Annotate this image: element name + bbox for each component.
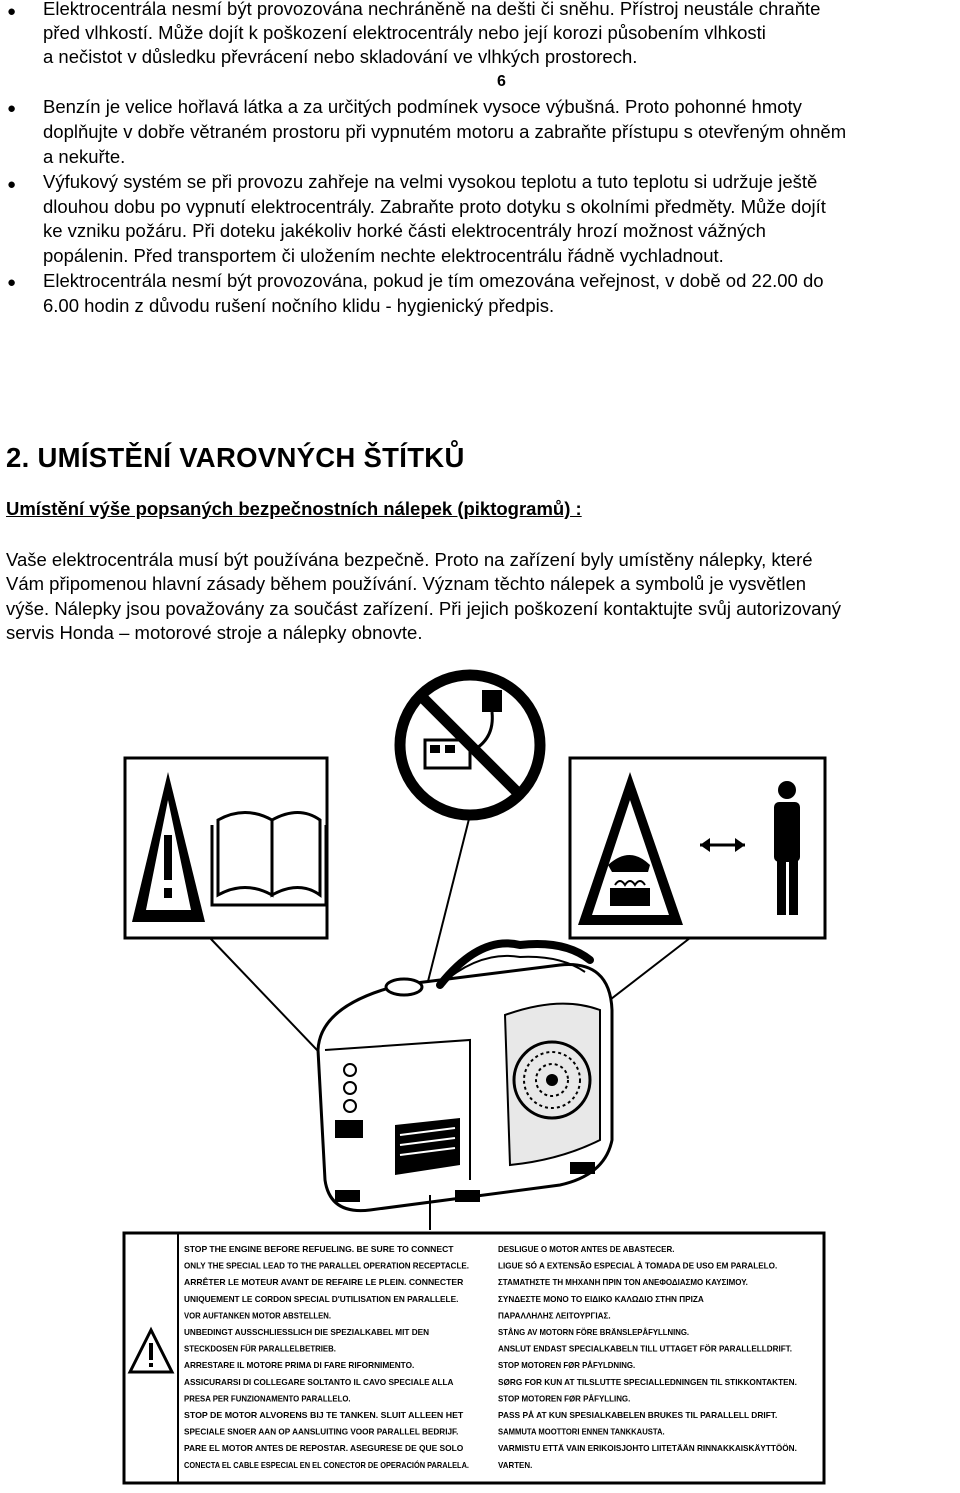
hot-surface-sticker [570, 758, 825, 938]
label-right-line: ΣΤΑΜΑΤΗΣΤΕ ΤΗ ΜΗΧΑΝΗ ΠΡΙΝ ΤΟΝ ΑΝΕΦΟΔΙΑΣΜΟ ΚΑΥΣΙΜΟΥ. [498, 1278, 748, 1288]
label-right-line: STÅNG AV MOTORN FÖRE BRÄNSLEPÅFYLLNING. [498, 1328, 700, 1337]
label-warning-triangle-icon [130, 1330, 172, 1372]
label-left-line: ARRÊTER LE MOTEUR AVANT DE REFAIRE LE PLEIN. CONNECTER [184, 1278, 450, 1288]
manual-book-icon [212, 813, 326, 906]
bullet-3-line-1: Výfukový systém se při provozu zahřeje na velmi vysokou teplotu a tuto teplotu si udržuje ještě [43, 171, 818, 192]
label-right-line: SØRG FOR KUN AT TILSLUTTE SPECIALLEDNINGEN TIL STIKKONTAKTEN. [498, 1377, 797, 1387]
label-right-line: PASS PÅ AT KUN SPESIALKABELEN BRUKES TIL PARALLELL DRIFT. [498, 1411, 772, 1420]
paragraph-line-4: servis Honda – motorové stroje a nálepky obnovte. [6, 622, 423, 643]
bullet-4-line-2: 6.00 hodin z důvodu rušení nočního klidu - hygienický předpis. [43, 295, 555, 316]
page-number: 6 [497, 73, 506, 90]
bullet-2-line-1: Benzín je velice hořlavá látka a za určitých podmínek vysoce výbušná. Proto pohonné hmoty [43, 96, 802, 117]
generator-body [318, 943, 612, 1210]
warning-triangle-icon [132, 772, 205, 922]
label-left-line: UNBEDINGT AUSSCHLIESSLICH DIE SPEZIALKABEL MIT DEN [184, 1328, 430, 1337]
label-right-line: ANSLUT ENDAST SPECIALKABELN TILL UTTAGET FÖR PARALLELLDRIFT. [498, 1344, 795, 1354]
label-left-line: PRESA PER FUNZIONAMENTO PARALLELO. [184, 1394, 351, 1404]
paragraph-line-1: Vaše elektrocentrála musí být používána bezpečně. Proto na zařízení byly umístěny nálepky, které [6, 549, 813, 570]
label-right-line: ΠΑΡΑΛΛΗΛΗΣ ΛΕΙΤΟΥΡΓΙΑΣ. [498, 1311, 611, 1321]
label-right-line: ΣΥΝΔΕΣΤΕ ΜΟΝΟ ΤΟ ΕΙΔΙΚΟ ΚΑΛΩΔΙΟ ΣΤΗΝ ΠΡΙΖΑ [498, 1294, 704, 1304]
label-left-line: PARE EL MOTOR ANTES DE REPOSTAR. ASEGURESE DE QUE SOLO [184, 1444, 464, 1454]
subheading: Umístění výše popsaných bezpečnostních nálepek (piktogramů) : [6, 498, 582, 519]
label-left-line: STOP THE ENGINE BEFORE REFUELING. BE SURE TO CONNECT [184, 1245, 454, 1254]
bullet-dot: ● [7, 3, 17, 20]
generator-plug-icon [425, 690, 502, 768]
bullet-3-line-3: ke vzniku požáru. Při doteku jakékoliv horké části elektrocentrály hrozí možnost vážných [43, 220, 766, 241]
warning-manual-sticker [125, 758, 327, 938]
label-left-line: UNIQUEMENT LE CORDON SPECIAL D'UTILISATION EN PARALLELE. [184, 1294, 459, 1304]
label-right-line: STOP MOTOREN FØR PÅFYLLING. [498, 1394, 635, 1404]
label-text-right [498, 1245, 797, 1470]
bullet-1-line-3: a nečistot v důsledku převrácení nebo skladování ve vlhkých prostorech. [43, 46, 638, 67]
bullet-1-line-2: před vlhkostí. Může dojít k poškození elektrocentrály nebo její korozi působením vlhkosti [43, 22, 766, 43]
label-left-line: ASSICURARSI DI COLLEGARE SOLTANTO IL CAVO SPECIALE ALLA [184, 1377, 454, 1387]
paragraph-line-2: Vám připomenou hlavní zásady během používání. Význam těchto nálepek a symbolů je vysvětlen [6, 573, 807, 594]
label-right-line: SAMMUTA MOOTTORI ENNEN TANKKAUSTA. [498, 1427, 665, 1437]
bullet-1-line-1: Elektrocentrála nesmí být provozována nechráněně na dešti či sněhu. Přístroj neustále chraňte [43, 0, 821, 19]
label-left-line: VOR AUFTANKEN MOTOR ABSTELLEN. [184, 1311, 331, 1321]
label-left-line: SPECIALE SNOER AAN OP AANSLUITING VOOR PARALLEL BEDRIJF. [184, 1427, 459, 1437]
bullet-4-line-1: Elektrocentrála nesmí být provozována, pokud je tím omezována veřejnost, v době od 22.00 do [43, 270, 824, 291]
label-right-line: VARTEN. [498, 1460, 533, 1470]
bullet-dot: ● [7, 274, 17, 291]
bullet-2-line-2: doplňujte v dobře větraném prostoru při vypnutém motoru a zabraňte přístupu s otevřeným ohněm [43, 121, 847, 142]
no-connect-sticker [400, 675, 540, 815]
section-heading: 2. UMÍSTĚNÍ VAROVNÝCH ŠTÍTKŮ [6, 442, 465, 473]
keep-distance-arrow-icon [700, 838, 745, 852]
hot-warning-icon [578, 772, 683, 925]
bullet-3-line-4: popálenin. Před transportem či uložením nechte elektrocentrálu řádně vychladnout. [43, 245, 724, 266]
bullet-dot: ● [7, 176, 17, 193]
label-left-line: STECKDOSEN FÜR PARALLELBETRIEB. [184, 1344, 344, 1354]
label-right-line: VARMISTU ETTÄ VAIN ERIKOISJOHTO LIITETÄÄN RINNAKKAISKÄYTTÖÖN. [498, 1444, 796, 1454]
bullet-dot: ● [7, 100, 17, 117]
person-icon [774, 781, 800, 915]
label-left-line: ARRESTARE IL MOTORE PRIMA DI FARE RIFORNIMENTO. [184, 1361, 415, 1371]
label-right-line: LIGUE SÓ A EXTENSÃO ESPECIAL À TOMADA DE USO EM PARALELO. [498, 1261, 779, 1271]
label-text-left [184, 1245, 499, 1470]
bullet-2-line-3: a nekuřte. [43, 146, 126, 167]
label-left-line: CONECTA EL CABLE ESPECIAL EN EL CONECTOR DE OPERACIÓN PARALELA. [184, 1460, 499, 1470]
label-left-line: ONLY THE SPECIAL LEAD TO THE PARALLEL OPERATION RECEPTACLE. [184, 1261, 469, 1271]
paragraph-line-3: výše. Nálepky jsou považovány za součást zařízení. Při jejich poškození kontaktujte svůj autorizovaný [6, 598, 841, 619]
label-right-line: DESLIGUE O MOTOR ANTES DE ABASTECER. [498, 1245, 675, 1254]
bullet-3-line-2: dlouhou dobu po vypnutí elektrocentrály. Zabraňte proto dotyku s okolními předměty. Může dojít [43, 196, 826, 217]
label-left-line: STOP DE MOTOR ALVORENS BIJ TE TANKEN. SLUIT ALLEEN HET [184, 1411, 464, 1420]
label-right-line: STOP MOTOREN FØR PÅFYLDNING. [498, 1361, 642, 1371]
